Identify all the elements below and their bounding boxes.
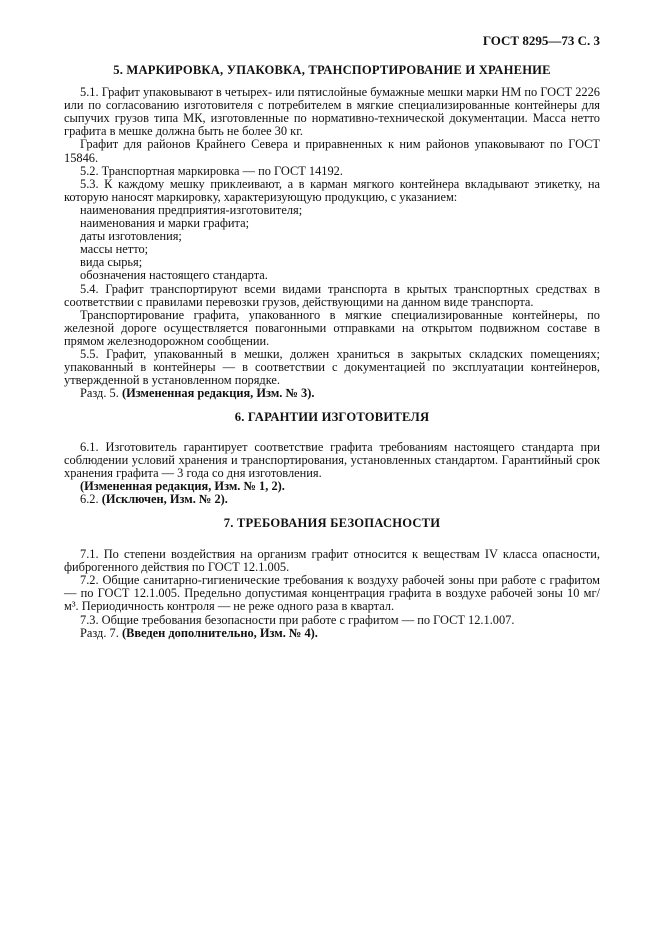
paragraph-text: 6.1. Изготовитель гарантирует соответствие графита требованиям настоящего стандарта при соблюдении условий хранения и транспортирования, установленных стандартом. Гарантийный срок хранения графита — 3 года со дня изготовления.	[64, 440, 600, 481]
section-title: 6. ГАРАНТИИ ИЗГОТОВИТЕЛЯ	[234, 410, 430, 424]
paragraph-text: наименования и марки графита;	[80, 216, 250, 231]
paragraph-text: 5.1. Графит упаковывают в четырех- или пятислойные бумажные мешки марки НМ по ГОСТ 2226 или по согласованию изготовителя с потребителем в мягкие специализированные контейнеры для сыпучих грузов типа МК, изготовленные по нормативно-технической документации. Масса нетто графита в мешке должна быть не более 30 кг.	[64, 85, 600, 139]
paragraph	[64, 348, 600, 387]
paragraph	[64, 138, 600, 164]
paragraph-text: 5.3. К каждому мешку приклеивают, а в карман мягкого контейнера вкладывают этикетку, на которую наносят маркировку, характеризующую продукцию, с указанием:	[64, 176, 600, 204]
paragraph-text: Разд. 7.	[80, 625, 122, 640]
paragraph	[64, 387, 600, 400]
paragraph-text: 6.2.	[80, 492, 102, 507]
paragraph	[64, 627, 600, 640]
paragraph-text: Графит для районов Крайнего Севера и приравненных к ним районов упаковывают по ГОСТ 15846.	[64, 137, 600, 165]
page-header: ГОСТ 8295—73 С. 3	[482, 33, 600, 48]
paragraph-text: 7.1. По степени воздействия на организм графит относится к веществам IV класса опасности, фиброгенного действия по ГОСТ 12.1.005.	[64, 547, 600, 575]
paragraph	[64, 548, 600, 574]
section-title: 7. ТРЕБОВАНИЯ БЕЗОПАСНОСТИ	[223, 516, 441, 530]
paragraph-text: наименования предприятия-изготовителя;	[80, 202, 303, 217]
paragraph-text: 7.2. Общие санитарно-гигиенические требования к воздуху рабочей зоны при работе с графитом — по ГОСТ 12.1.005. Предельно допустимая концентрация графита в воздухе рабочей зоны 10 мг/м³. Периодичность контроля — не реже одного раза в квартал.	[64, 573, 600, 614]
paragraph	[64, 283, 600, 309]
paragraph-text: 5.4. Графит транспортируют всеми видами транспорта в крытых транспортных средствах в соответствии с правилами перевозки грузов, действующими на данном виде транспорта.	[64, 281, 600, 309]
paragraph	[64, 86, 600, 138]
paragraph	[64, 441, 600, 480]
amendment-note: (Введен дополнительно, Изм. № 4).	[121, 625, 318, 640]
paragraph-text: даты изготовления;	[80, 229, 182, 244]
amendment-note: (Измененная редакция, Изм. № 1, 2).	[80, 479, 285, 494]
paragraph	[64, 574, 600, 613]
paragraph-text: вида сырья;	[80, 255, 143, 270]
amendment-note: (Исключен, Изм. № 2).	[101, 492, 228, 507]
paragraph-text: Разд. 5.	[80, 386, 122, 401]
paragraph	[64, 243, 600, 256]
section-6	[64, 411, 600, 507]
amendment-note: (Измененная редакция, Изм. № 3).	[121, 386, 315, 401]
section-7	[64, 517, 600, 640]
paragraph-text: Транспортирование графита, упакованного в мягкие специализированные контейнеры, по железной дороге осуществляется повагонными отправками на открытом подвижном составе в прямом железнодорожном сообщении.	[64, 307, 600, 348]
paragraph	[64, 178, 600, 204]
section-5	[64, 64, 600, 400]
section-title: 5. МАРКИРОВКА, УПАКОВКА, ТРАНСПОРТИРОВАНИЕ И ХРАНЕНИЕ	[113, 63, 551, 77]
paragraph-text: массы нетто;	[80, 242, 149, 257]
paragraph-text: обозначения настоящего стандарта.	[80, 268, 268, 283]
paragraph-text: 5.5. Графит, упакованный в мешки, должен храниться в закрытых складских помещениях; упакованный в контейнеры — в соответствии с документацией по эксплуатации контейнеров, утвержденной в установленном порядке.	[64, 346, 600, 388]
paragraph-text: 5.2. Транспортная маркировка — по ГОСТ 14192.	[80, 163, 343, 178]
paragraph-text: 7.3. Общие требования безопасности при работе с графитом — по ГОСТ 12.1.007.	[80, 612, 515, 627]
paragraph	[64, 493, 600, 506]
paragraph	[64, 309, 600, 348]
